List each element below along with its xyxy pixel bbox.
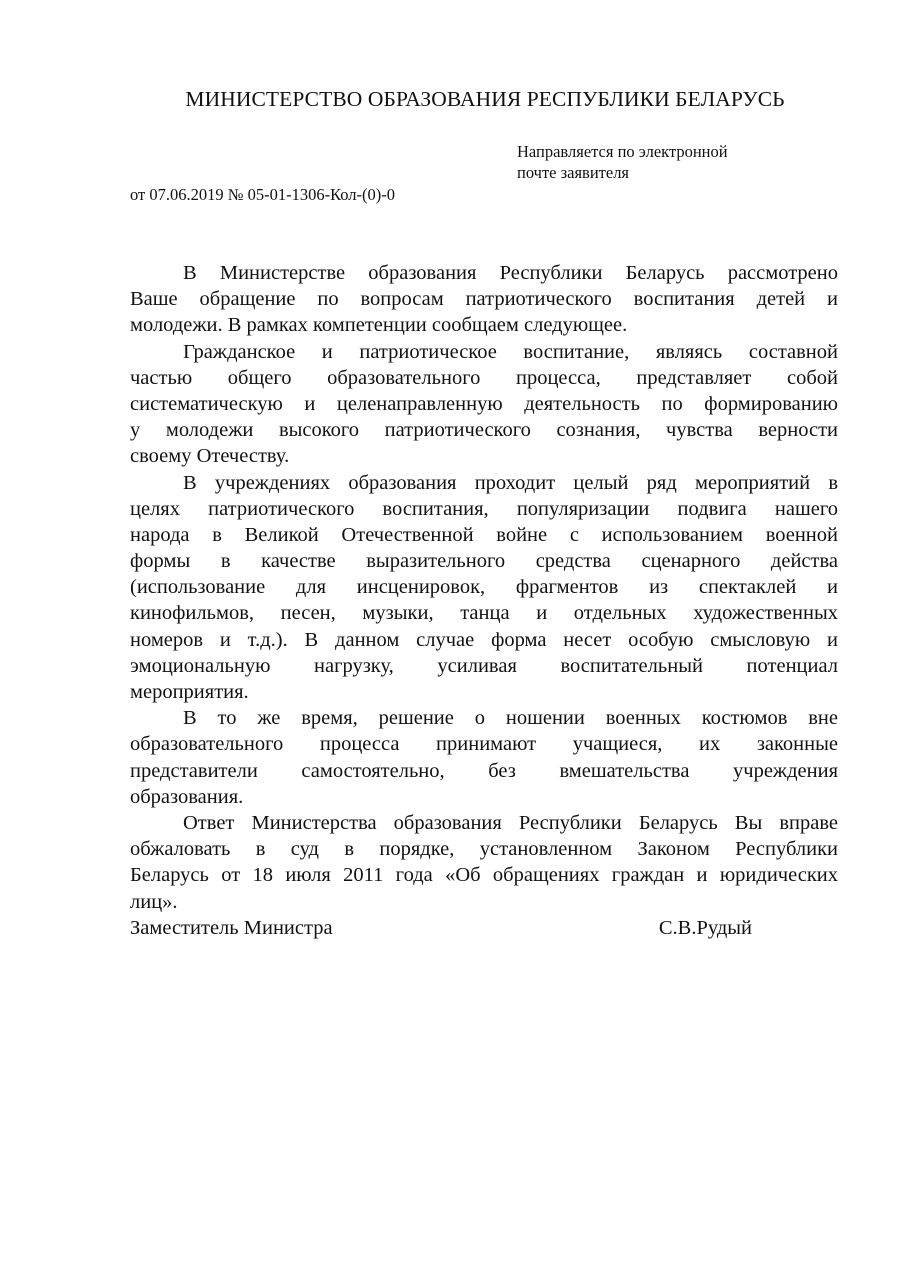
paragraph-line: лиц». bbox=[130, 890, 178, 913]
paragraph-line: (использование для инсценировок, фрагментов из спектаклей и bbox=[130, 576, 838, 599]
paragraph-line: формы в качестве выразительного средства сценарного действа bbox=[130, 550, 838, 573]
paragraph-line: Беларусь от 18 июля 2011 года «Об обращениях граждан и юридических bbox=[130, 864, 838, 887]
paragraph-line: В то же время, решение о ношении военных костюмов вне bbox=[183, 707, 838, 730]
paragraphs bbox=[130, 260, 838, 915]
paragraph-line: целях патриотического воспитания, популяризации подвига нашего bbox=[130, 497, 838, 520]
signatory-name: С.В.Рудый bbox=[658, 916, 752, 939]
paragraph bbox=[130, 339, 838, 470]
signatory-position: Заместитель Министра bbox=[130, 916, 333, 939]
paragraph-line: кинофильмов, песен, музыки, танца и отдельных художественных bbox=[130, 602, 838, 625]
paragraph-line: образования. bbox=[130, 785, 244, 808]
paragraph-line: молодежи. В рамках компетенции сообщаем следующее. bbox=[130, 314, 628, 337]
routing-note-line: Направляется по электронной bbox=[517, 142, 728, 161]
paragraph-line: В учреждениях образования проходит целый ряд мероприятий в bbox=[183, 471, 838, 494]
reference-number: от 07.06.2019 № 05-01-1306-Кол-(0)-0 bbox=[130, 185, 396, 204]
paragraph-line: частью общего образовательного процесса, представляет собой bbox=[130, 366, 838, 389]
letter-body bbox=[130, 260, 838, 941]
paragraph-line: обжаловать в суд в порядке, установленном Законом Республики bbox=[130, 838, 838, 861]
paragraph-line: В Министерстве образования Республики Беларусь рассмотрено bbox=[183, 262, 838, 284]
paragraph-line: представители самостоятельно, без вмешательства учреждения bbox=[130, 759, 838, 782]
paragraph-line: номеров и т.д.). В данном случае форма несет особую смысловую и bbox=[130, 628, 838, 651]
paragraph-line: народа в Великой Отечественной войне с использованием военной bbox=[130, 523, 838, 546]
paragraph bbox=[130, 705, 838, 810]
paragraph bbox=[130, 810, 838, 915]
paragraph-line: образовательного процесса принимают учащиеся, их законные bbox=[130, 733, 838, 756]
paragraph-line: у молодежи высокого патриотического сознания, чувства верности bbox=[130, 419, 838, 442]
document-title: МИНИСТЕРСТВО ОБРАЗОВАНИЯ РЕСПУБЛИКИ БЕЛАРУСЬ bbox=[185, 87, 785, 111]
routing-note bbox=[517, 141, 728, 183]
paragraph-line: своему Отечеству. bbox=[130, 445, 290, 468]
paragraph-line: Ответ Министерства образования Республики Беларусь Вы вправе bbox=[183, 811, 838, 834]
paragraph-line: Гражданское и патриотическое воспитание, являясь составной bbox=[183, 340, 838, 363]
paragraph-line: мероприятия. bbox=[130, 681, 249, 703]
paragraph-line: эмоциональную нагрузку, усиливая воспитательный потенциал bbox=[130, 654, 838, 677]
paragraph bbox=[130, 260, 838, 339]
routing-note-line: почте заявителя bbox=[517, 163, 630, 182]
signature-block bbox=[130, 915, 752, 941]
paragraph-line: Ваше обращение по вопросам патриотического воспитания детей и bbox=[130, 288, 838, 311]
paragraph bbox=[130, 470, 838, 706]
paragraph-line: систематическую и целенаправленную деятельность по формированию bbox=[130, 392, 838, 415]
